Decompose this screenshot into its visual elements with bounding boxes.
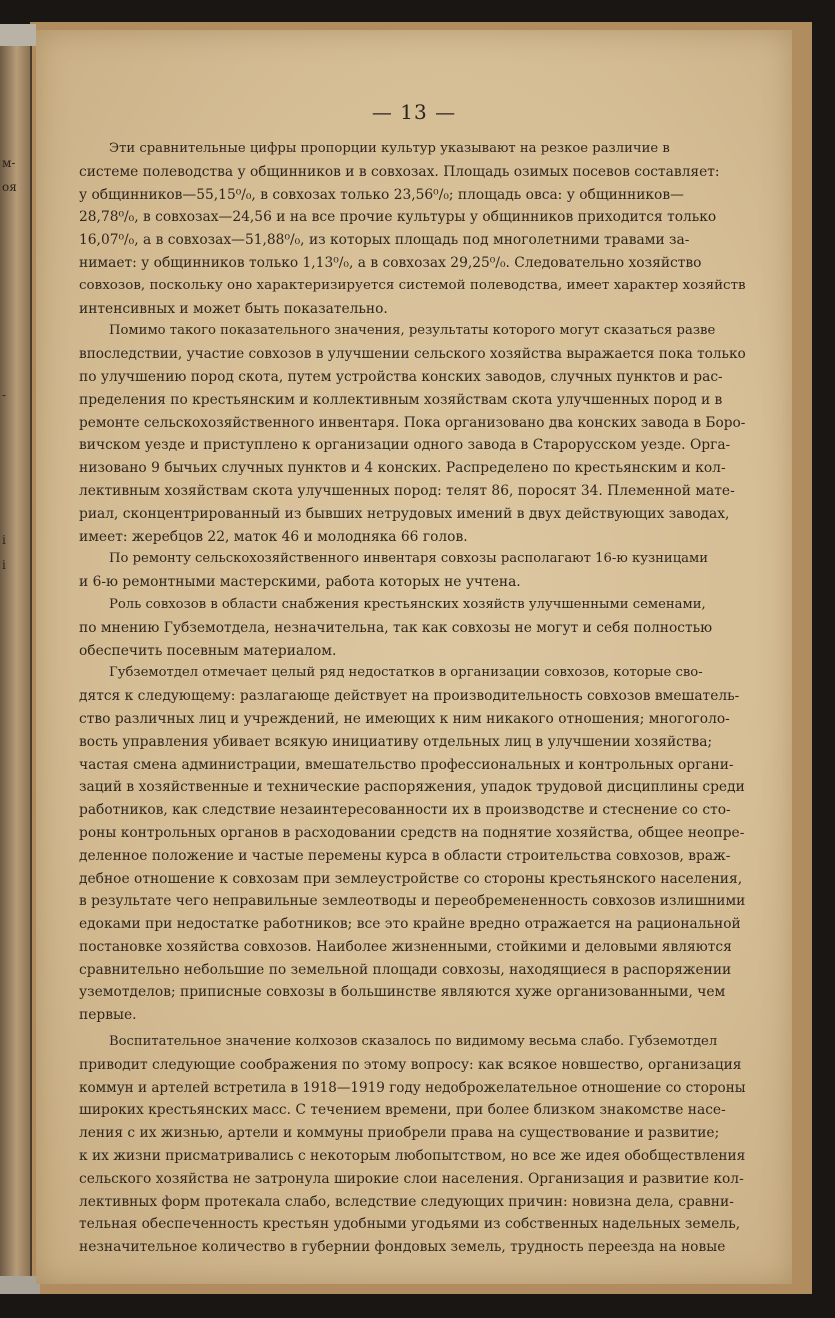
text-line: вичском уезде и приступлено к организации одного завода в Старорусском уезде. Орга- — [79, 437, 731, 454]
facing-page-edge — [0, 28, 32, 1290]
text-line: едоками при недостатке работников; все это крайне вредно отражается на рациональной — [79, 916, 741, 933]
margin-fragment: оя — [2, 180, 17, 194]
text-line: дебное отношение к совхозам при землеустройстве со стороны крестьянского населения, — [79, 870, 743, 887]
text-line: приводит следующие соображения по этому вопросу: как всякое новшество, организация — [79, 1056, 742, 1073]
paragraph — [79, 662, 746, 1027]
text-line: ство различных лиц и учреждений, не имеющих к ним никакого отношения; многоголо- — [79, 710, 730, 727]
text-line: системе полеводства у общинников и в совхозах. Площадь озимых посевов составляет: — [79, 163, 720, 180]
margin-fragment: м- — [2, 156, 16, 170]
text-line: частая смена администрации, вмешательство профессиональных и контрольных органи- — [79, 756, 734, 773]
text-line: и 6-ю ремонтными мастерскими, работа которых не учтена. — [79, 574, 521, 591]
text-line: По ремонту сельскохозяйственного инвентаря совхозы располагают 16-ю кузницами — [109, 551, 709, 567]
text-line: по мнению Губземотдела, незначительна, так как совхозы не могут и себя полностью — [79, 619, 713, 636]
text-line: тельная обеспеченность крестьян удобными угодьями из собственных надельных земель, — [79, 1216, 741, 1233]
paragraph — [79, 594, 746, 662]
text-line: у общинников—55,15⁰/₀, в совхозах только 23,56⁰/₀; площадь овса: у общинников— — [79, 186, 684, 203]
margin-fragment: і — [2, 533, 6, 547]
text-line: низовано 9 бычьих случных пунктов и 4 конских. Распределено по крестьянским и кол- — [79, 460, 726, 477]
text-line: лективным хозяйствам скота улучшенных пород: телят 86, поросят 34. Племенной мате- — [79, 482, 735, 499]
text-line: Воспитательное значение колхозов сказалось по видимому весьма слабо. Губземотдел — [109, 1034, 718, 1050]
text-line: по улучшению пород скота, путем устройства конских заводов, случных пунктов и рас- — [79, 368, 723, 385]
text-line: Эти сравнительные цифры пропорции культур указывают на резкое различие в — [109, 141, 670, 156]
paragraph — [79, 548, 746, 594]
text-line: к их жизни присматривались с некоторым любопытством, но все же идея обобществления — [79, 1148, 746, 1165]
text-line: работников, как следствие незаинтересованности их в производстве и стеснение со сто- — [79, 802, 731, 819]
binding-strip-bottom — [0, 1276, 40, 1294]
text-line: лективных форм протекала слабо, вследствие следующих причин: новизна дела, сравни- — [79, 1193, 734, 1210]
binding-strip-top — [0, 24, 36, 46]
text-line: ления с их жизнью, артели и коммуны приобрели права на существование и развитие; — [79, 1125, 720, 1142]
text-line: впоследствии, участие совхозов в улучшении сельского хозяйства выражается пока только — [79, 346, 746, 363]
text-line: Роль совхозов в области снабжения крестьянских хозяйств улучшенными семенами, — [109, 596, 706, 612]
text-line: коммун и артелей встретила в 1918—1919 году недоброжелательное отношение со стороны — [79, 1079, 746, 1096]
text-line: риал, сконцентрированный из бывших нетрудовых имений в двух действующих заводах, — [79, 505, 730, 522]
text-line: первые. — [79, 1007, 137, 1024]
text-line: широких крестьянских масс. С течением времени, при более близком знакомстве насе- — [79, 1102, 726, 1119]
text-line: 16,07⁰/₀, а в совхозах—51,88⁰/₀, из которых площадь под многолетними травами за- — [79, 232, 690, 249]
text-line: незначительное количество в губернии фондовых земель, трудность переезда на новые — [79, 1239, 726, 1256]
text-line: деленное положение и частые перемены курса в области строительства совхозов, враж- — [79, 847, 731, 864]
paragraph — [79, 320, 746, 548]
text-line: в результате чего неправильные землеотводы и переобремененность совхозов излишними — [79, 893, 746, 910]
text-line: интенсивных и может быть показательно. — [79, 300, 388, 317]
text-line: ремонте сельскохозяйственного инвентаря. Пока организовано два конских завода в Боро- — [79, 414, 746, 431]
paragraph — [79, 138, 746, 320]
text-line: постановке хозяйства совхозов. Наиболее жизненными, стойкими и деловыми являются — [79, 938, 732, 955]
text-line: нимает: у общинников только 1,13⁰/₀, а в совхозах 29,25⁰/₀. Следовательно хозяйство — [79, 254, 702, 271]
paragraph — [79, 1031, 746, 1259]
margin-fragment: - — [2, 388, 7, 402]
body-text — [79, 138, 746, 1259]
text-line: Помимо такого показательного значения, результаты которого могут сказаться разве — [109, 323, 716, 339]
text-line: пределения по крестьянским и коллективным хозяйствам скота улучшенных пород и в — [79, 391, 723, 408]
text-line: заций в хозяйственные и технические распоряжения, упадок трудовой дисциплины среди — [79, 779, 745, 796]
text-line: дятся к следующему: разлагающе действует на производительность совхозов вмешатель- — [79, 688, 740, 705]
text-line: вость управления убивает всякую инициативу отдельных лиц в улучшении хозяйства; — [79, 733, 713, 750]
text-line: 28,78⁰/₀, в совхозах—24,56 и на все прочие культуры у общинников приходится только — [79, 209, 717, 226]
document-page — [36, 30, 792, 1284]
text-line: обеспечить посевным материалом. — [79, 642, 337, 659]
text-line: Губземотдел отмечает целый ряд недостатков в организации совхозов, которые сво- — [109, 665, 703, 681]
text-line: уземотделов; приписные совхозы в большинстве являются хуже организованными, чем — [79, 984, 726, 1001]
margin-fragment: і — [2, 558, 6, 572]
text-line: сельского хозяйства не затронула широкие слои населения. Организация и развитие кол- — [79, 1170, 744, 1187]
text-line: роны контрольных органов в расходовании средств на поднятие хозяйства, общее неопре- — [79, 824, 745, 841]
page-number: — 13 — — [371, 100, 457, 124]
text-line: сравнительно небольшие по земельной площади совхозы, находящиеся в распоряжении — [79, 961, 732, 978]
text-line: имеет: жеребцов 22, маток 46 и молодняка 66 голов. — [79, 528, 468, 545]
text-line: совхозов, поскольку оно характеризируется системой полеводства, имеет характер хозяйств — [79, 277, 746, 293]
